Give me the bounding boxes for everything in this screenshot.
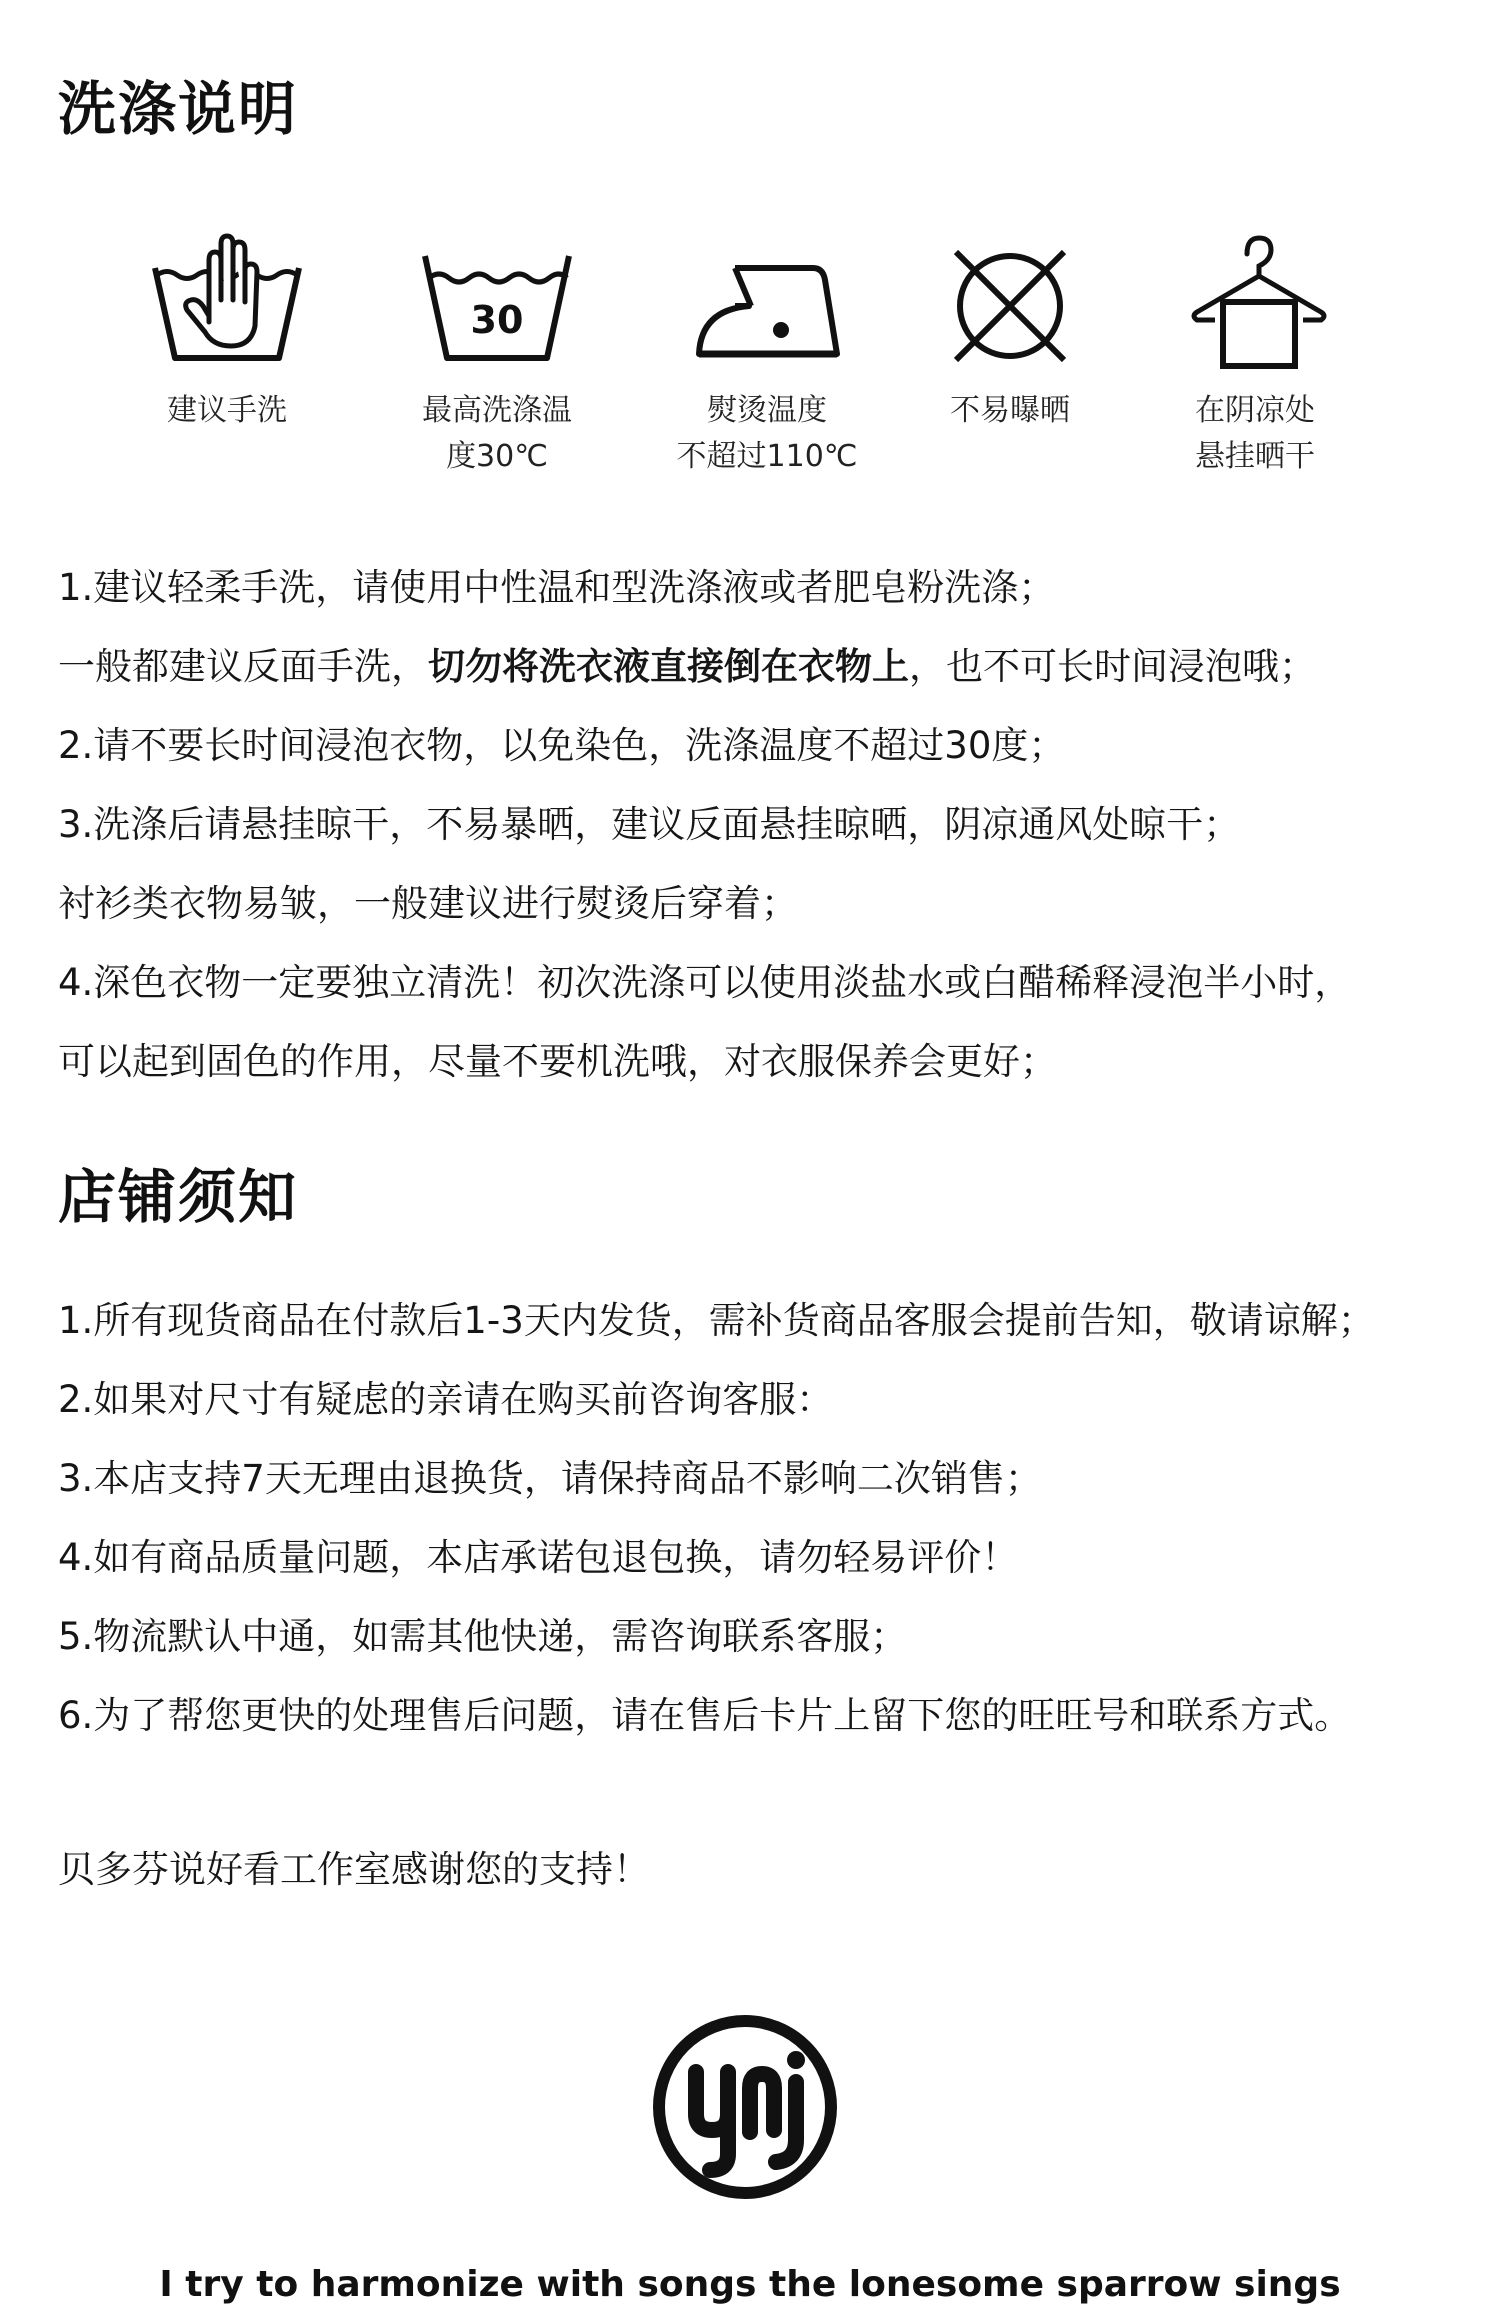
wash-section-title: 洗涤说明 — [58, 75, 299, 143]
wash-line: 3.洗涤后请悬挂晾干，不易暴晒，建议反面悬挂晾晒，阴凉通风处晾干； — [58, 803, 1241, 846]
wash-line: 2.请不要长时间浸泡衣物，以免染色，洗涤温度不超过30度； — [58, 724, 1066, 767]
store-notice-item: 2.如果对尺寸有疑虑的亲请在购买前咨询客服： — [58, 1378, 834, 1421]
care-symbol-hand-wash — [92, 230, 362, 434]
store-notice-item: 4.如有商品质量问题，本店承诺包退包换，请勿轻易评价！ — [58, 1536, 1019, 1579]
store-notice-item: 3.本店支持7天无理由退换货，请保持商品不影响二次销售； — [58, 1457, 1042, 1500]
wash-line-emphasis: 切勿将洗衣液直接倒在衣物上 — [428, 645, 909, 688]
store-section-title: 店铺须知 — [58, 1163, 299, 1231]
store-notice-item: 6.为了帮您更快的处理售后问题，请在售后卡片上留下您的旺旺号和联系方式。 — [58, 1694, 1352, 1737]
store-notice-list — [58, 1281, 1458, 1755]
care-label-iron-line1: 熨烫温度 — [707, 393, 827, 428]
care-label-hang-dry-line1: 在阴凉处 — [1195, 393, 1315, 428]
wash-temp-value: 30 — [470, 298, 524, 342]
care-label-hand-wash: 建议手洗 — [167, 393, 287, 428]
brand-logo-icon — [650, 2012, 840, 2202]
brand-tagline: I try to harmonize with songs the lonesome sparrow sings — [159, 2264, 1341, 2305]
care-symbol-hang-dry — [1120, 230, 1390, 480]
hand-wash-icon — [147, 230, 307, 370]
care-label-iron-line2: 不超过110℃ — [676, 439, 858, 474]
care-label-no-tumble-dry: 不易曝晒 — [950, 393, 1070, 428]
care-symbol-wash-temperature — [362, 230, 632, 480]
wash-line-prefix: 一般都建议反面手洗， — [58, 645, 428, 688]
wash-line-suffix: ，也不可长时间浸泡哦； — [909, 645, 1316, 688]
wash-line: 4.深色衣物一定要独立清洗！初次洗涤可以使用淡盐水或白醋稀释浸泡半小时， — [58, 961, 1352, 1004]
iron-icon — [687, 230, 847, 370]
hang-dry-icon — [1175, 230, 1335, 370]
wash-line — [58, 627, 1458, 706]
care-symbol-no-tumble-dry — [875, 230, 1145, 434]
do-not-tumble-dry-icon — [930, 230, 1090, 370]
store-notice-item: 5.物流默认中通，如需其他快递，需咨询联系客服； — [58, 1615, 908, 1658]
wash-temperature-icon — [417, 230, 577, 370]
thanks-message: 贝多芬说好看工作室感谢您的支持！ — [58, 1848, 650, 1891]
wash-instructions — [58, 548, 1458, 1101]
care-symbol-iron — [632, 230, 902, 480]
care-symbols-row — [0, 230, 1500, 480]
wash-line: 1.建议轻柔手洗，请使用中性温和型洗涤液或者肥皂粉洗涤； — [58, 566, 1056, 609]
wash-line: 衬衫类衣物易皱，一般建议进行熨烫后穿着； — [58, 882, 798, 925]
care-label-hang-dry-line2: 悬挂晒干 — [1195, 439, 1315, 474]
care-label-wash-temperature-line2: 度30℃ — [446, 439, 548, 474]
care-label-wash-temperature-line1: 最高洗涤温 — [422, 393, 572, 428]
wash-line: 可以起到固色的作用，尽量不要机洗哦，对衣服保养会更好； — [58, 1040, 1057, 1083]
store-notice-item: 1.所有现货商品在付款后1-3天内发货，需补货商品客服会提前告知，敬请谅解； — [58, 1299, 1375, 1342]
